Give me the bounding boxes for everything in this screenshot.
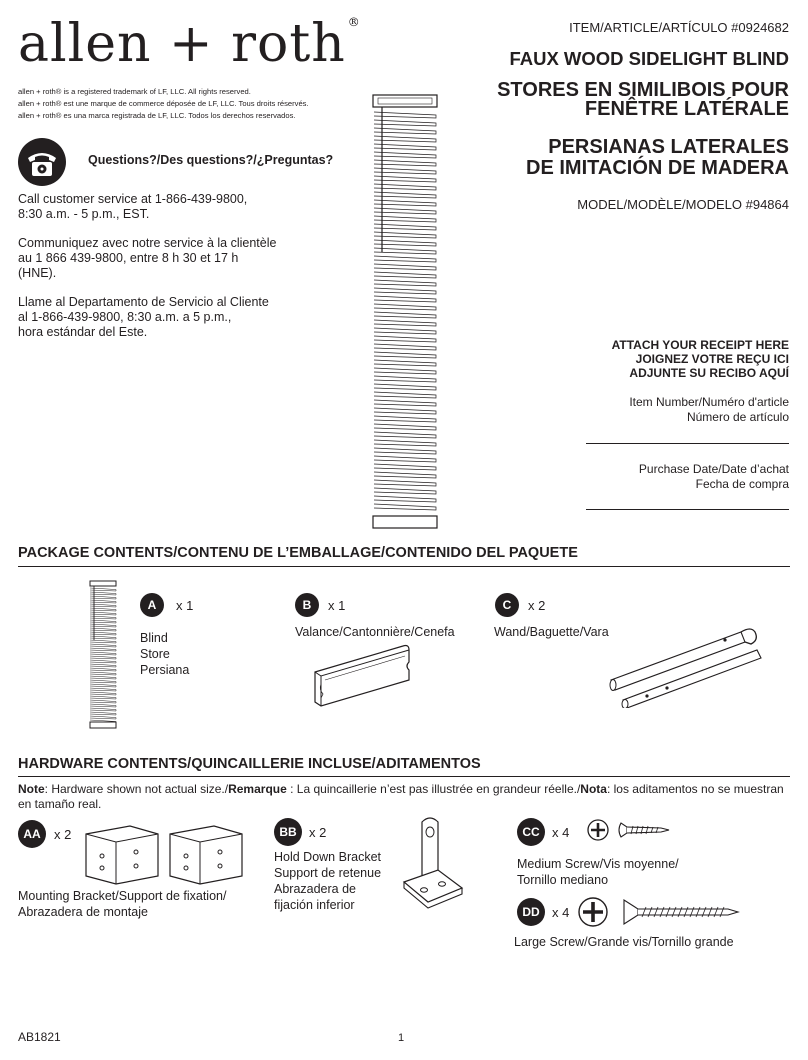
title-fr: STORES EN SIMILIBOIS POUR FENÊTRE LATÉRALE — [497, 79, 789, 120]
part-label-dd: Large Screw/Grande vis/Tornillo grande — [514, 935, 734, 949]
large-screw-illustration — [576, 894, 746, 935]
part-label-cc: Medium Screw/Vis moyenne/ Tornillo mediano — [517, 857, 679, 887]
part-badge-b: B — [295, 593, 319, 617]
part-qty-c: x 2 — [528, 598, 546, 613]
title-es: PERSIANAS LATERALES DE IMITACIÓN DE MADERA — [526, 136, 789, 179]
hardware-contents-heading: HARDWARE CONTENTS/QUINCAILLERIE INCLUSE/ADITAMENTOS — [18, 756, 481, 772]
part-badge-c: C — [495, 593, 519, 617]
wand-illustration — [605, 618, 770, 713]
mounting-bracket-illustration — [80, 820, 250, 891]
model-number: MODEL/MODÈLE/MODELO #94864 — [577, 197, 789, 212]
receipt-instructions: ATTACH YOUR RECEIPT HERE JOIGNEZ VOTRE REÇU ICI ADJUNTE SU RECIBO AQUÍ — [611, 338, 789, 380]
part-label-aa: Mounting Bracket/Support de fixation/ Abrazadera de montaje — [18, 889, 227, 919]
page-number: 1 — [398, 1032, 405, 1044]
part-badge-cc: CC — [517, 818, 545, 846]
document-code: AB1821 — [18, 1030, 61, 1044]
section-divider — [18, 776, 790, 777]
purchase-date-line — [586, 509, 789, 510]
item-number: ITEM/ARTICLE/ARTÍCULO #0924682 — [569, 20, 789, 35]
brand-logo: allen + roth ® — [18, 14, 361, 74]
blind-illustration — [370, 92, 440, 537]
medium-screw-illustration — [587, 816, 677, 849]
part-label-b: Valance/Cantonnière/Cenefa — [295, 625, 455, 639]
item-number-line — [586, 443, 789, 444]
part-qty-bb: x 2 — [309, 825, 327, 840]
hardware-note: Note: Hardware shown not actual size./Remarque : La quincaillerie n’est pas illustrée en grandeur réelle./Nota: los aditamentos no se muestran en tamaño real. — [18, 782, 784, 811]
part-qty-aa: x 2 — [54, 827, 72, 842]
title-en: FAUX WOOD SIDELIGHT BLIND — [509, 48, 789, 69]
small-blind-illustration — [88, 580, 118, 735]
item-number-field-label: Item Number/Numéro d'article Número de artículo — [629, 395, 789, 424]
part-qty-b: x 1 — [328, 598, 346, 613]
part-label-a: Blind Store Persiana — [140, 631, 190, 677]
part-badge-bb: BB — [274, 818, 302, 846]
part-badge-dd: DD — [517, 898, 545, 926]
telephone-icon — [18, 138, 66, 186]
valance-illustration — [305, 640, 415, 717]
part-qty-cc: x 4 — [552, 825, 570, 840]
purchase-date-field-label: Purchase Date/Date d’achat Fecha de compra — [638, 462, 789, 491]
section-divider — [18, 566, 790, 567]
customer-service-text: Call customer service at 1-866-439-9800, 8:30 a.m. - 5 p.m., EST. Communiquez avec notre service à la clientèle au 1 866 439-9800, entre 8 h 30 et 17 h (HNE). Llame al Departamento de Servicio al Cliente al 1-866-439-9800, 8:30 a.m. a 5 p.m., hora estándar del Este. — [18, 192, 277, 339]
hold-down-bracket-illustration — [398, 810, 468, 927]
package-contents-heading: PACKAGE CONTENTS/CONTENU DE L’EMBALLAGE/CONTENIDO DEL PAQUETE — [18, 545, 578, 561]
questions-heading: Questions?/Des questions?/¿Preguntas? — [88, 153, 334, 167]
part-qty-a: x 1 — [176, 598, 194, 613]
part-label-bb: Hold Down Bracket Support de retenue Abrazadera de fijación inferior — [274, 850, 382, 912]
part-label-c: Wand/Baguette/Vara — [494, 625, 609, 639]
part-badge-a: A — [140, 593, 164, 617]
part-badge-aa: AA — [18, 820, 46, 848]
part-qty-dd: x 4 — [552, 905, 570, 920]
trademark-notice: allen + roth® is a registered trademark of LF, LLC. All rights reserved. allen + roth® est une marque de commerce déposée de LF, LLC. Tous droits réservés. allen + roth® es una marca registrada de LF, LLC. Todos los derechos reservados. — [18, 87, 309, 120]
